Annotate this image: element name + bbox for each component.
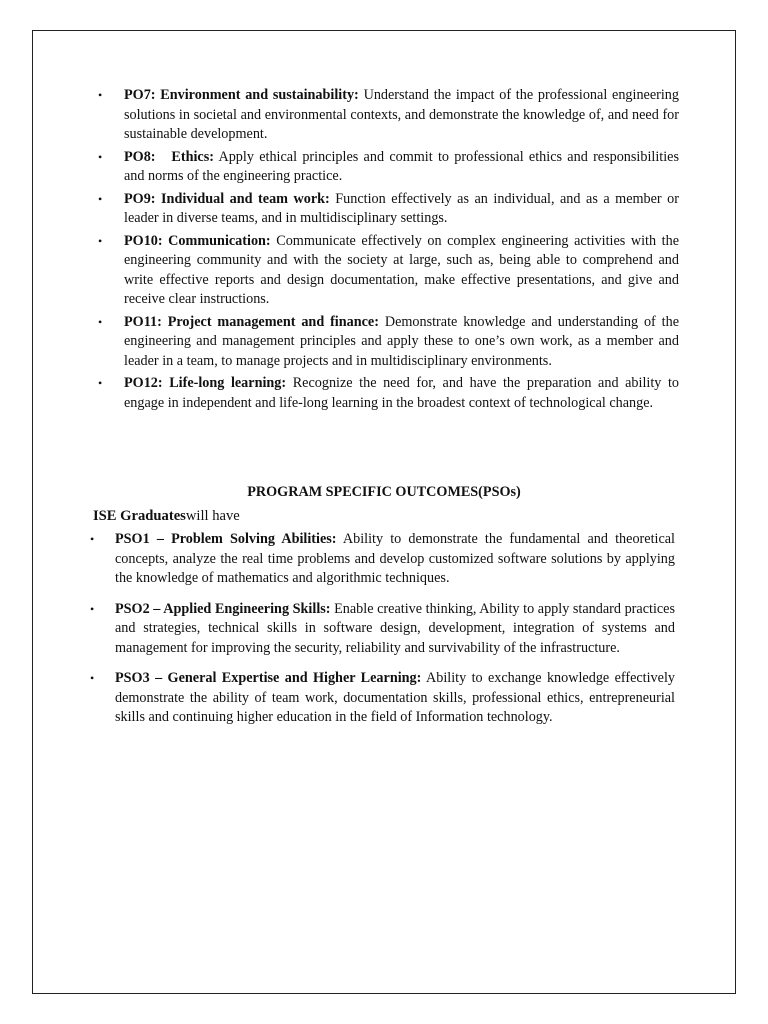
bullet-icon: • — [98, 376, 103, 390]
list-item — [95, 148, 679, 187]
list-item — [95, 313, 679, 372]
list-item — [95, 374, 679, 413]
bullet-icon: • — [98, 88, 103, 102]
po-title: PO12: Life-long learning: — [124, 375, 287, 391]
bullet-icon: • — [98, 191, 103, 206]
po-text: Apply ethical principles and commit to professional ethics and responsibilities and norms of the engineering practice. — [124, 148, 679, 184]
pso-text: Ability to demonstrate the fundamental and theoretical concepts, analyze the real time problems and develop customized software solutions by applying the knowledge of mathematics and algorithmic techniques. — [115, 531, 675, 586]
po-text: Function effectively as an individual, and as a member or leader in diverse teams, and in multidisciplinary settings. — [124, 190, 679, 226]
bullet-icon: • — [90, 601, 95, 616]
program-outcomes-list — [95, 86, 679, 416]
po-title: PO8: Ethics: — [124, 148, 214, 165]
bullet-icon: • — [90, 671, 95, 685]
bullet-icon: • — [98, 233, 103, 248]
list-item — [88, 530, 675, 589]
bullet-icon: • — [98, 149, 103, 164]
list-item — [95, 190, 679, 229]
intro-bold: ISE Graduates — [93, 508, 186, 524]
list-item — [95, 232, 679, 310]
pso-text: Ability to exchange knowledge effectively demonstrate the ability of team work, documentation skills, professional ethics, entrepreneurial skills and continuing higher education in the field of Information technology. — [115, 670, 675, 725]
pso-title: PSO2 – Applied Engineering Skills: — [115, 600, 331, 617]
bullet-icon: • — [90, 532, 95, 546]
po-text: Recognize the need for, and have the preparation and ability to engage in independent and life-long learning in the broadest context of technological change. — [124, 375, 679, 411]
po-title: PO7: Environment and sustainability: — [124, 87, 359, 103]
list-item — [88, 669, 675, 728]
pso-list — [88, 530, 675, 739]
section-heading: PROGRAM SPECIFIC OUTCOMES(PSOs) — [247, 484, 521, 500]
pso-title: PSO1 – Problem Solving Abilities: — [115, 531, 337, 547]
po-text: Understand the impact of the professional engineering solutions in societal and environmental contexts, and demonstrate the knowledge of, and need for sustainable development. — [124, 87, 679, 142]
po-title: PO10: Communication: — [124, 232, 271, 249]
list-item — [88, 600, 675, 659]
intro-line — [93, 508, 240, 525]
po-text: Demonstrate knowledge and understanding of the engineering and management principles and apply these to one’s own work, as a member and leader in a team, to manage projects and in multidisciplinary environments. — [124, 313, 679, 369]
pso-text: Enable creative thinking, Ability to apply standard practices and strategies, technical skills in software design, development, integration of systems and management for improving the security, reliability and survivability of the infrastructure. — [115, 600, 675, 656]
po-text: Communicate effectively on complex engineering activities with the engineering community and with the society at large, such as, being able to comprehend and write effective reports and design documentation, make effective presentations, and give and receive clear instructions. — [124, 232, 679, 307]
intro-rest: will have — [185, 508, 240, 524]
pso-title: PSO3 – General Expertise and Higher Learning: — [115, 670, 422, 686]
po-title: PO9: Individual and team work: — [124, 190, 330, 207]
po-title: PO11: Project management and finance: — [124, 313, 379, 330]
bullet-icon: • — [98, 314, 103, 329]
list-item — [95, 86, 679, 145]
